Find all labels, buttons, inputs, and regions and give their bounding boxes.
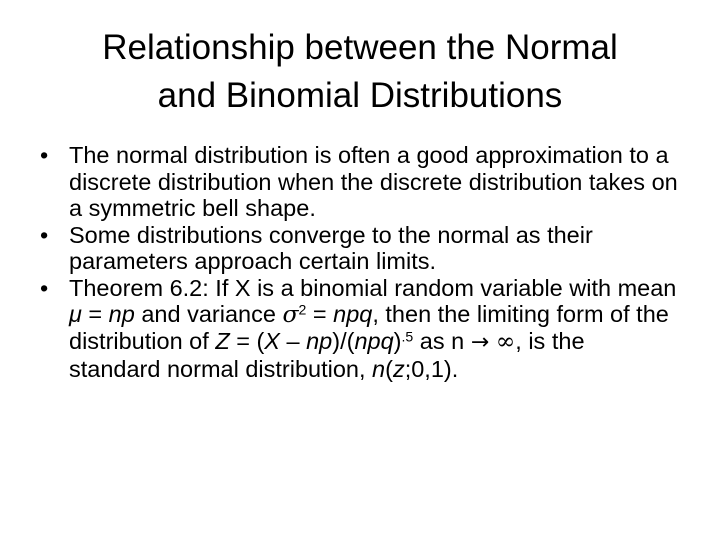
title-line-2: and Binomial Distributions	[157, 76, 563, 115]
sigma-symbol: σ	[282, 300, 299, 328]
bullet-text: The normal distribution is often a good approximation to a discrete distribution when the discrete distribution takes on a symmetric bell shape.	[69, 142, 678, 221]
bullet-dot-icon: •	[40, 221, 49, 248]
bullet-item-2	[40, 222, 680, 275]
theorem-text: Theorem 6.2: If X is a binomial random variable with mean μ = np and variance $\sigma^2$ = npq, then the limiting form of the distribution of Z = (X – np)/(npq)$^{.5}$ as n → ∞, is the standard normal distribution, n(z;0,1).	[69, 274, 677, 382]
bullet-dot-icon: •	[40, 142, 49, 168]
bullet-dot-icon: •	[40, 274, 49, 301]
arrow-right-icon: →	[470, 329, 490, 355]
bullet-item-1	[40, 142, 680, 222]
bullet-text: Some distributions converge to the normal as their parameters approach certain limits.	[69, 221, 593, 274]
bullet-list	[40, 142, 680, 383]
bullet-item-3-theorem	[40, 275, 680, 383]
title-line-1: Relationship between the Normal	[102, 28, 618, 67]
infinity-symbol: ∞	[495, 326, 516, 355]
slide-title	[40, 24, 680, 120]
